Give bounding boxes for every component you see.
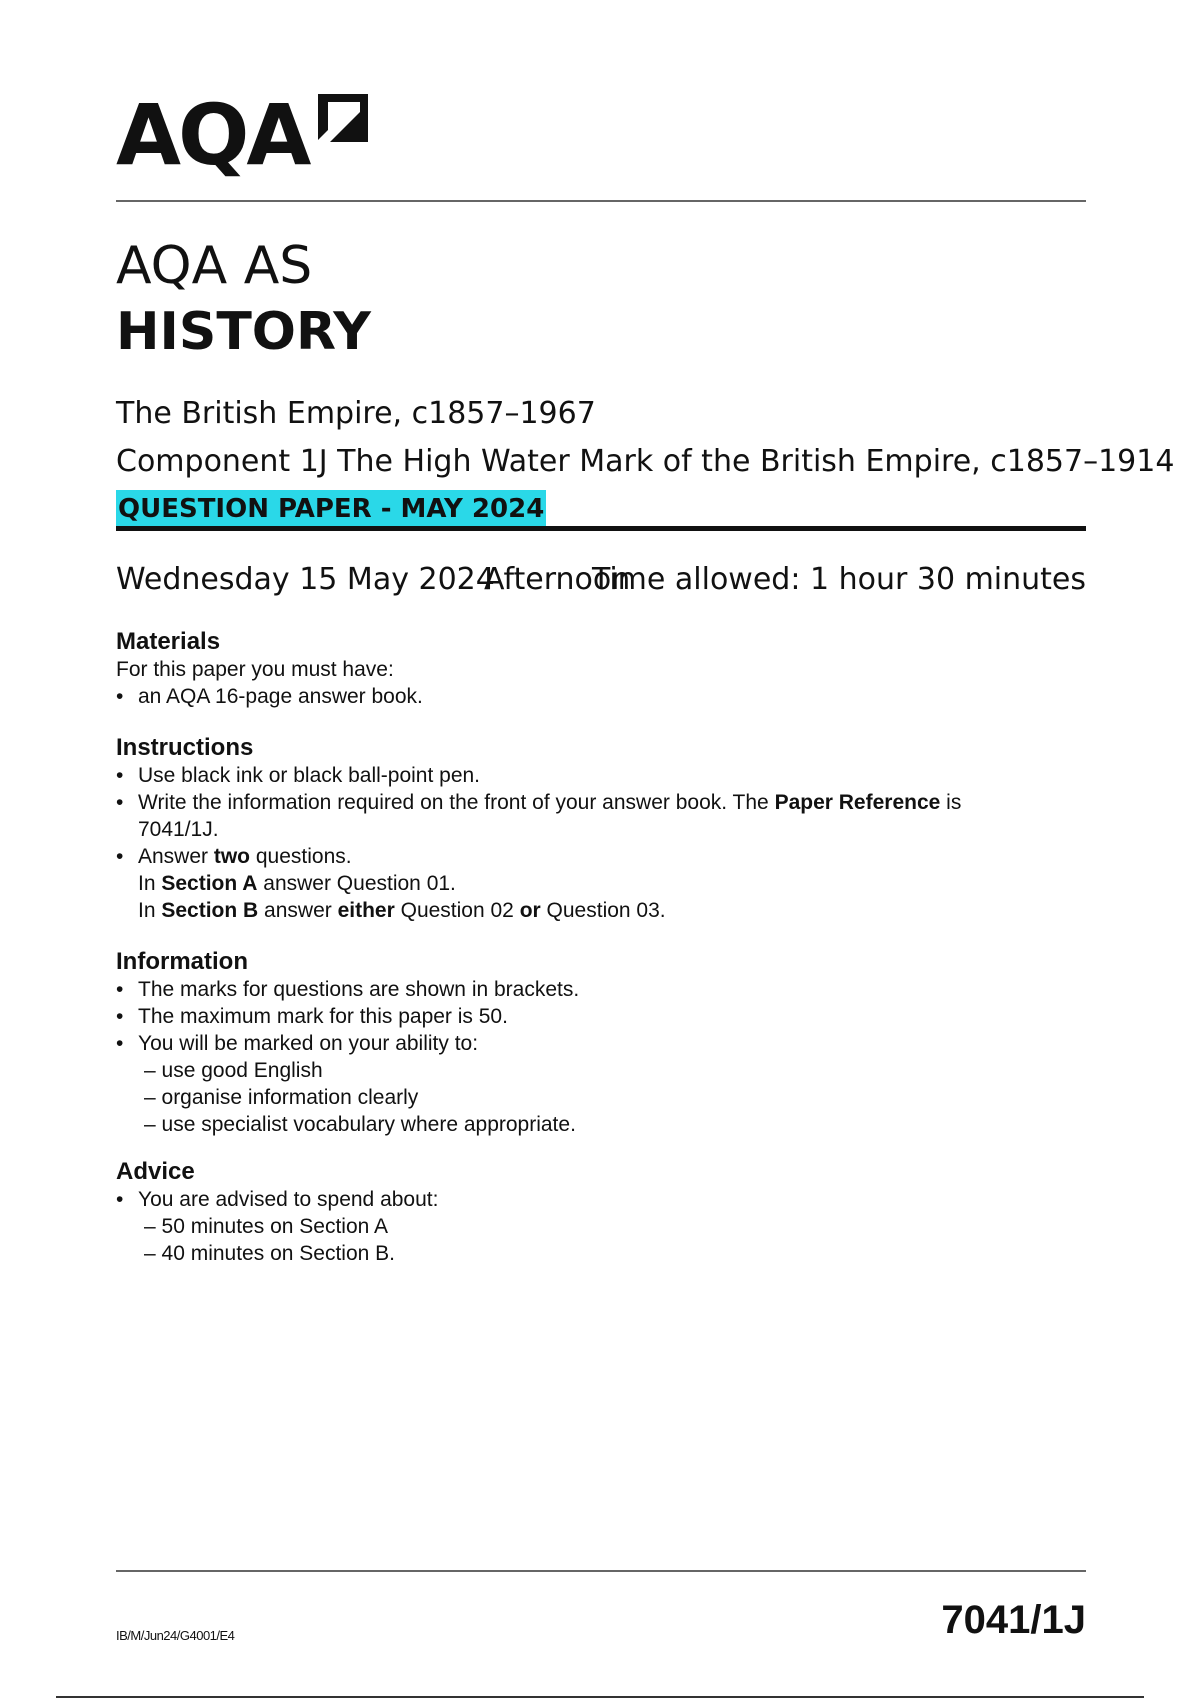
page-edge [56,1696,1144,1698]
footer-divider [116,1570,1086,1572]
aqa-logo [116,88,376,183]
section-a-instruction: In Section A answer Question 01. [138,872,456,895]
list-item: • Answer two questions. [116,845,352,868]
sub-list-item: – use good English [144,1059,323,1082]
sub-list-item: – use specialist vocabulary where appropriate. [144,1113,576,1136]
aqa-logo-mark-icon [316,90,372,146]
advice-heading: Advice [116,1158,195,1185]
exam-date: Wednesday 15 May 2024 [116,562,495,597]
subject-title: HISTORY [116,302,371,362]
paper-code: 7041/1J [941,1598,1086,1642]
section-b-instruction: In Section B answer either Question 02 or Question 03. [138,899,666,922]
exam-session: Afternoon [484,562,631,597]
information-heading: Information [116,948,248,975]
header-divider [116,200,1086,202]
list-item: • The marks for questions are shown in brackets. [116,978,580,1001]
materials-intro: For this paper you must have: [116,658,394,681]
list-item: • Use black ink or black ball-point pen. [116,764,481,787]
list-item: • an AQA 16-page answer book. [116,685,423,708]
sub-list-item: – organise information clearly [144,1086,419,1109]
logo-text: AQA [116,86,309,184]
list-item: • The maximum mark for this paper is 50. [116,1005,508,1028]
paper-component: Component 1J The High Water Mark of the British Empire, c1857–1914 [116,444,1175,479]
advice-section [116,1158,1086,1267]
list-item: • Write the information required on the front of your answer book. The Paper Reference is 7041/1J. [116,791,962,841]
sub-list-item: – 40 minutes on Section B. [144,1242,395,1265]
list-item: • You will be marked on your ability to: [116,1032,479,1055]
time-allowed: Time allowed: 1 hour 30 minutes [591,562,1086,597]
materials-section [116,628,1086,710]
instructions-heading: Instructions [116,734,254,761]
footer-reference: IB/M/Jun24/G4001/E4 [116,1628,235,1643]
information-section [116,948,1086,1138]
thick-divider [116,526,1086,531]
sub-list-item: – 50 minutes on Section A [144,1215,388,1238]
list-item: • You are advised to spend about: [116,1188,439,1211]
question-paper-label: QUESTION PAPER - MAY 2024 [116,490,546,528]
paper-subject: The British Empire, c1857–1967 [116,396,596,431]
materials-heading: Materials [116,628,221,655]
qualification-title: AQA AS [116,236,313,296]
instructions-section [116,734,1086,924]
